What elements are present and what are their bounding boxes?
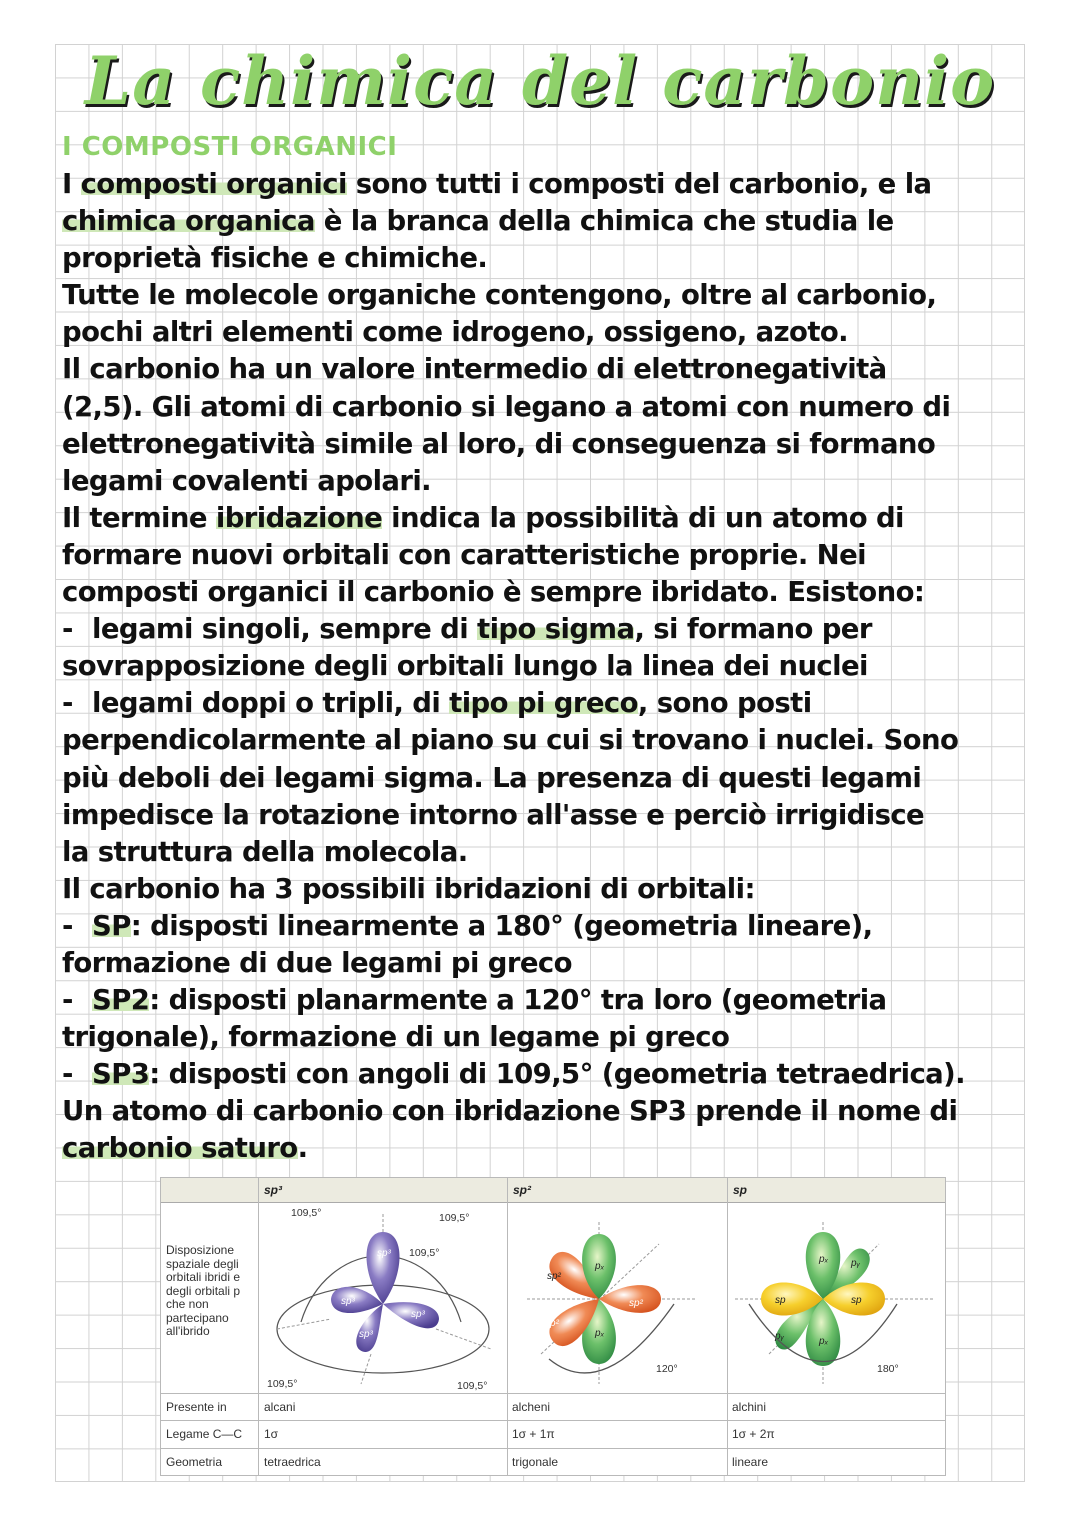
bullet-dash: - [62, 909, 73, 942]
bullet-dash: - [62, 613, 73, 646]
svg-text:pₓ: pₓ [819, 1254, 829, 1265]
table-cell: alcheni [512, 1400, 551, 1414]
svg-text:sp: sp [851, 1295, 862, 1306]
table-cell: 1σ + 2π [732, 1427, 775, 1441]
text-line: Un atomo di carbonio con ibridazione SP3 prende il nome di [62, 1095, 958, 1128]
svg-text:pᵧ: pᵧ [775, 1331, 785, 1342]
svg-text:pₓ: pₓ [595, 1261, 605, 1272]
highlight-term: SP2 [92, 984, 150, 1017]
svg-text:109,5°: 109,5° [267, 1378, 298, 1390]
section-heading: I COMPOSTI ORGANICI [62, 132, 398, 162]
highlight-term: tipo pi greco [449, 687, 638, 720]
svg-text:120°: 120° [656, 1363, 678, 1375]
text-line: Il termine ibridazione indica la possibilità di un atomo di [62, 501, 904, 534]
text-line: la struttura della molecola. [62, 835, 468, 868]
text-line: elettronegatività simile al loro, di conseguenza si formano [62, 427, 936, 460]
header-sp3: sp³ [264, 1183, 282, 1197]
table-cell: lineare [732, 1455, 769, 1469]
svg-text:sp²: sp² [547, 1271, 561, 1282]
table-cell: trigonale [512, 1455, 559, 1469]
svg-text:sp: sp [775, 1295, 786, 1306]
text-line: Il carbonio ha 3 possibili ibridazioni di orbitali: [62, 872, 755, 905]
svg-text:sp³: sp³ [377, 1248, 391, 1259]
highlight-term: SP3 [92, 1058, 150, 1091]
list-item: - legami singoli, sempre di tipo sigma, si formano per [62, 611, 1022, 648]
text-line: perpendicolarmente al piano su cui si trovano i nuclei. Sono [62, 724, 959, 757]
text-line: più deboli dei legami sigma. La presenza di questi legami [62, 761, 922, 794]
text-line: composti organici il carbonio è sempre ibridato. Esistono: [62, 576, 925, 609]
list-item: - SP3: disposti con angoli di 109,5° (geometria tetraedrica). [62, 1056, 1022, 1093]
highlight-term: ibridazione [215, 501, 383, 534]
highlight-term: chimica organica [62, 205, 315, 238]
text-line: proprietà fisiche e chimiche. [62, 242, 488, 275]
hybridization-table [160, 1177, 946, 1476]
table-cell: alchini [732, 1400, 767, 1414]
header-sp2: sp² [513, 1183, 531, 1197]
svg-text:sp³: sp³ [341, 1296, 355, 1307]
highlight-term: carbonio saturo [62, 1132, 298, 1165]
svg-text:pₓ: pₓ [595, 1328, 605, 1339]
svg-text:109,5°: 109,5° [291, 1207, 322, 1219]
list-item: - SP: disposti linearmente a 180° (geometria lineare), [62, 908, 1022, 945]
svg-text:sp²: sp² [629, 1298, 643, 1309]
svg-text:pᵧ: pᵧ [851, 1258, 861, 1269]
column-divider [727, 1178, 728, 1475]
svg-text:pₓ: pₓ [819, 1336, 829, 1347]
svg-text:109,5°: 109,5° [409, 1247, 440, 1259]
sp2-orbital-diagram [509, 1204, 727, 1394]
column-divider [507, 1178, 508, 1475]
svg-text:180°: 180° [877, 1363, 899, 1375]
table-cell: tetraedrica [264, 1455, 321, 1469]
row-divider [161, 1393, 945, 1394]
bullet-dash: - [62, 984, 73, 1017]
highlight-term: composti organici [80, 168, 347, 200]
notes-body [62, 166, 1022, 1168]
row-label: Legame C—C [166, 1427, 243, 1441]
table-header [161, 1178, 945, 1203]
row-label: Geometria [166, 1455, 223, 1469]
page-title: La chimica del carbonio [84, 42, 996, 120]
text-line: (2,5). Gli atomi di carbonio si legano a atomi con numero di [62, 390, 951, 423]
text-line: Il carbonio ha un valore intermedio di elettronegatività [62, 353, 887, 386]
column-divider [258, 1178, 259, 1475]
row-divider [161, 1448, 945, 1449]
highlight-term: tipo sigma [477, 613, 635, 646]
text-line: impedisce la rotazione intorno all'asse e perciò irrigidisce [62, 798, 925, 831]
table-cell: alcani [264, 1400, 296, 1414]
text-line: formare nuovi orbitali con caratteristiche proprie. Nei [62, 538, 866, 571]
svg-text:sp³: sp³ [359, 1329, 373, 1340]
list-item: - legami doppi o tripli, di tipo pi greco, sono posti [62, 685, 1022, 722]
svg-text:sp³: sp³ [411, 1309, 425, 1320]
highlight-term: SP [92, 909, 131, 942]
bullet-dash: - [62, 687, 73, 720]
row-description: Disposizione spaziale degli orbitali ibridi e degli orbitali p che non partecipano all'ibrido [166, 1243, 241, 1338]
row-divider [161, 1420, 945, 1421]
table-cell: 1σ + 1π [512, 1427, 555, 1441]
text-line: pochi altri elementi come idrogeno, ossigeno, azoto. [62, 316, 848, 349]
list-item: - SP2: disposti planarmente a 120° tra loro (geometria [62, 982, 1022, 1019]
text-line: trigonale), formazione di un legame pi greco [62, 1021, 730, 1054]
text-line: Tutte le molecole organiche contengono, oltre al carbonio, [62, 279, 937, 312]
text-line: formazione di due legami pi greco [62, 946, 572, 979]
text-line: carbonio saturo. [62, 1132, 308, 1165]
row-label: Presente in [166, 1400, 227, 1414]
text-line: I composti organici sono tutti i composti del carbonio, e la [62, 168, 932, 200]
text-line: legami covalenti apolari. [62, 464, 432, 497]
bullet-dash: - [62, 1058, 73, 1091]
svg-text:109,5°: 109,5° [439, 1212, 470, 1224]
table-cell: 1σ [264, 1427, 279, 1441]
sp-orbital-diagram [729, 1204, 945, 1394]
sp3-orbital-diagram [261, 1204, 505, 1394]
svg-text:sp²: sp² [545, 1318, 559, 1329]
header-sp: sp [733, 1183, 748, 1197]
svg-text:109,5°: 109,5° [457, 1380, 488, 1392]
text-line: chimica organica è la branca della chimica che studia le [62, 205, 894, 238]
text-line: sovrapposizione degli orbitali lungo la linea dei nuclei [62, 650, 868, 683]
